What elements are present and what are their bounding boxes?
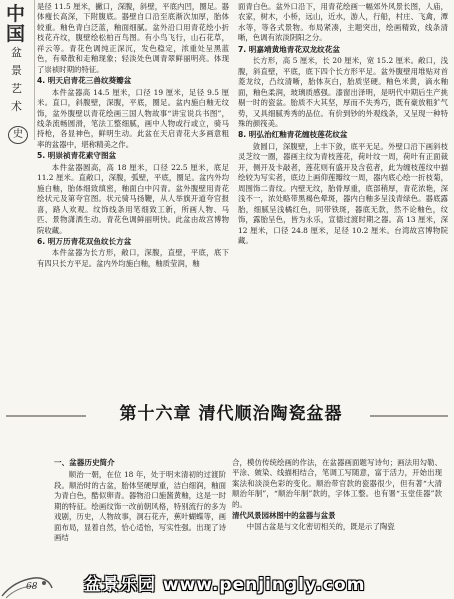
- bottom-right-column: [232, 458, 442, 572]
- watermark: 盆景乐园 www.penjingly.com: [84, 575, 366, 595]
- section-heading: 4. 明天启青花三兽纹葵瓣盆: [37, 76, 132, 86]
- divider: [370, 415, 448, 417]
- corner-ornament-icon: [0, 556, 54, 599]
- chapter-heading-band: [0, 391, 454, 441]
- paragraph: 敛圆口，深腹壁，上丰下敛，底平无足。外壁口沿下画斜枝灵芝纹一圈，器画主纹为青枝莲花，荷叶纹一周，荷叶有正面裁开，侧开及卡敲者，莲花则有盛开及含苞者，此为缠枝莲纹中描绘较为写实者，底边上画仰莲瓣纹一周，器内底心绘一折枝菊，周围饰二青纹。内壁无纹，胎骨厚重，底部稍厚，青花浓艳，深浅不一，浓处略带黑褐色晕斑，器内白釉多呈浅青绿色。器底露胎，细腻呈浅橘红色，同带铁斑，器底无款，然不论釉色，纹饰，露胎呈色，皆为永乐，宣德过渡时期之器。高 13 厘米，深 12 厘米，口径 24.8 厘米，足径 10.2 厘米。台湾故宫博物院藏。: [238, 141, 448, 245]
- book-title-spine: [0, 0, 35, 140]
- left-text-column: [37, 2, 229, 360]
- right-text-column: [238, 2, 448, 360]
- paragraph: 长方形，高 5 厘米，长 20 厘米，宽 15.2 厘米。敞口，浅腹，斜直壁，平底，底下四个长方形平足。盆外腹壁用堆贴对首菱龙纹，凸纹清晰，胎体灰白，胎质坚硬。釉色米黄，滴水釉面，釉色柔润，玻璃质感强。漆窗出泽明，是明代中期后生产挑剔一时的瓷盆。胎质不大其坚，厚而不失秀巧，既有豪放粗犷气势，又具细腻秀秀的品位。有价到钞的外观线条，又呈现一种特殊的颜筏美。: [238, 56, 448, 128]
- spine-char: 盆: [11, 46, 22, 59]
- bottom-left-column: [54, 458, 226, 572]
- section-heading: 6. 明万历青花双鱼纹长方盆: [37, 236, 132, 246]
- book-logo: 中国: [6, 3, 26, 45]
- paragraph: 顺治一朝，在位 18 年，处于明末清初的过渡阶段。顺治时的古盆，胎体坚硬厚重，洁白细润，釉面为青白色，酷似卵青。器物沿口施酱黄釉，这是一时期的特征。绘画纹饰一改前朝风格，特别流行的多为戏剧，历史，人物故事，洞石花卉，蕉叶蝴蝶等，画面布局，显着自然，恰心适怡，写实性强。出现了诗画结: [54, 470, 226, 543]
- paragraph: 中国古盆是与文化密切相关的，既是示了陶瓷: [246, 521, 395, 531]
- spine-char: 术: [11, 100, 22, 113]
- paragraph: 是径 11.5 厘米，撇口，深腹，斜壁，平底内凹，圈足。器体瘦长高深，下附腹底。器壁自口沿至底渐次加厚，胎体较重。釉色青白泛蓝，釉面细腻。盆外沿口用青花绘小折枝花卉纹，腹壁绘松柏百鸟图。有小鸟飞行，山石花草，祥云等。青花色调纯正深沉，发色稳定，浓重处呈黑蓝色，有晕散和走釉现象；轻淡处色调青翠鲜丽明亮。体现了崇祯时期的特征。: [37, 2, 229, 74]
- spine-char: 景: [11, 64, 22, 77]
- page-number: 68: [26, 582, 38, 592]
- spine-badge: 史: [8, 126, 28, 144]
- divider: [6, 415, 86, 417]
- section-heading: 8. 明弘治红釉青花缠枝莲花纹盆: [238, 130, 348, 140]
- section-heading: 一、盆器历史简介: [54, 458, 115, 467]
- paragraph: 本件盆器圆高，高 18 厘米，口径 22.5 厘米，底足 11.2 厘米。直敞口，深腹，弧壁，平底，圈足。盆内外均施白釉，胎体细致缜密，釉面白中闪青。盆外腹壁用青花绘状元及第夸官图。状元骑马扬鞭，从人举旗开道夸官报喜，路人欢观。纹饰线条用笔细致工新，所画人物、马匹、景物潇洒生动。青花色调鲜丽明快。此盆由故宫博物院收藏。: [37, 162, 229, 235]
- section-heading: 5. 明崇祯青花素守图盆: [37, 151, 117, 161]
- paragraph: 合，模仿传统绘画的作法，在盆器画面题写诗句；画法用勾勒、平涂、皴染、线描相结合，笔调工写随意，富于活力，开始出现案法和淡淡色彩的变化。顺治带官款的瓷器很少，但有著“大清顺治年制”，“顺治年制”款的，字体工整。也有署“玉堂佳器”款的。: [232, 458, 442, 509]
- spine-char: 艺: [11, 82, 22, 95]
- subsection-heading: 清代风景园林图中的盆器与盆景: [232, 511, 336, 521]
- section-heading: 7. 明嘉靖黄地青花双龙纹花盆: [238, 44, 340, 54]
- paragraph: 本件盆器为长方形，敞口，深腹，直壁，平底，底下有四只长方平足。盆内外均施白釉，釉质莹润，釉: [37, 248, 229, 268]
- paragraph: 本件盆器高 14.5 厘米，口径 19 厘米，足径 9.5 厘米。直口，斜腹壁，深腹，平底，圈足。盆内施白釉无纹饰，盆外腹壁以青花绘画三国人物故事“讲宝说兵书图”，线条流畅圆滑，笔法工整细腻，画中人物或行或立，骑马持枪，各显神色，鲜明生动。此盆在天启青花大多画意粗率的盆器中，堪称精美之作。: [37, 87, 229, 149]
- chapter-title: 第十六章 清代顺治陶瓷盆器: [119, 404, 343, 424]
- paragraph: 面青白色。盆外口沿下，用青花绘画一幅郊外风景长图，人庙，农家，树木，小桥，远山，近水，游人，行船，村庄、飞禽，潭水等，等各式景物。布局紧凑，主题突出，绘画精致，线条清晰，色调有浓淡阴阳之分。: [238, 2, 448, 43]
